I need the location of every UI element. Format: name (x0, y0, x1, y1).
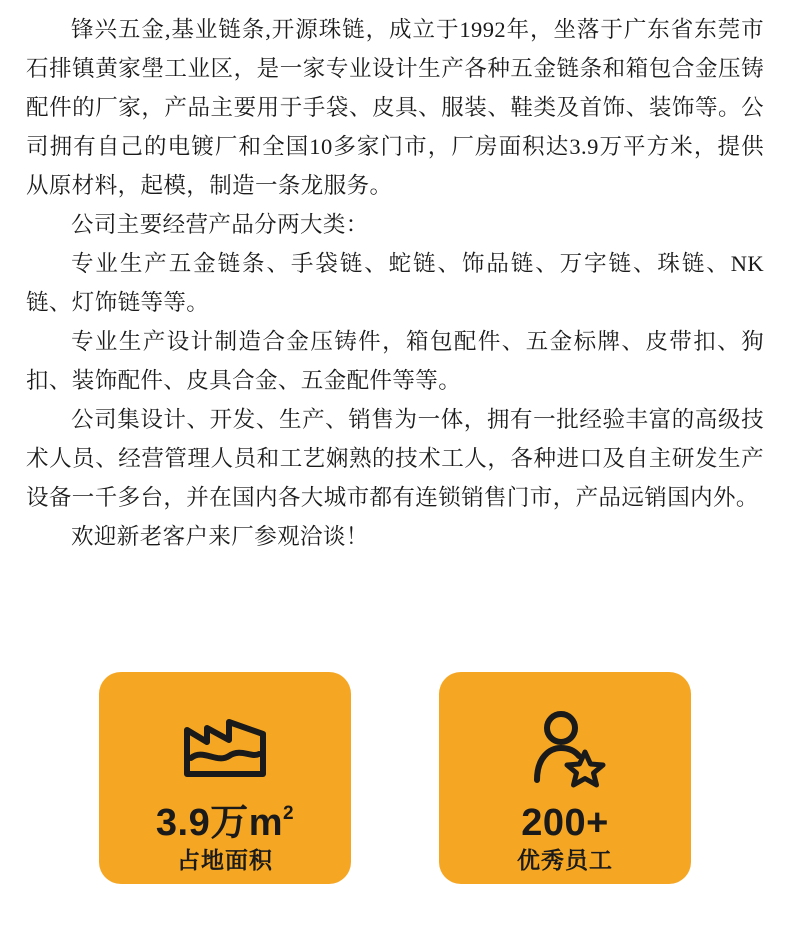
stat-value-number: 3.9万m (155, 802, 284, 844)
paragraph-categories-heading: 公司主要经营产品分两大类： (71, 212, 369, 237)
stat-card-employees (439, 672, 691, 884)
person-star-icon (517, 700, 613, 796)
stat-value-superscript: 2 (283, 803, 295, 824)
paragraph-diecast-products: 专业生产设计制造合金压铸件，箱包配件、五金标牌、皮带扣、狗扣、装饰配件、皮具合金、五金配件等等。 (26, 329, 764, 393)
stat-value-employees (521, 802, 609, 844)
stat-value-area (156, 802, 294, 844)
paragraph-welcome: 欢迎新老客户来厂参观洽谈！ (71, 524, 369, 549)
company-description (26, 10, 764, 556)
paragraph-chain-products: 专业生产五金链条、手袋链、蛇链、饰品链、万字链、珠链、NK链、灯饰链等等。 (26, 251, 764, 315)
paragraph-intro: 锋兴五金,基业链条,开源珠链，成立于1992年，坐落于广东省东莞市石排镇黄家壆工业区，是一家专业设计生产各种五金链条和箱包合金压铸配件的厂家，产品主要用于手袋、皮具、服装、鞋类及首饰、装饰等。公司拥有自己的电镀厂和全国10多家门市，厂房面积达3.9万平方米，提供从原材料，起模，制造一条龙服务。 (26, 17, 764, 198)
stat-card-area (99, 672, 351, 884)
stat-label-area: 占地面积 (177, 847, 273, 873)
stat-label-employees: 优秀员工 (517, 847, 613, 873)
stat-value-number: 200+ (521, 802, 609, 844)
paragraph-company-strength: 公司集设计、开发、生产、销售为一体，拥有一批经验丰富的高级技术人员、经营管理人员和工艺娴熟的技术工人，各种进口及自主研发生产设备一千多台，并在国内各大城市都有连锁销售门市，产品远销国内外。 (26, 407, 764, 510)
stats-row (0, 672, 790, 884)
factory-area-icon (177, 700, 273, 796)
